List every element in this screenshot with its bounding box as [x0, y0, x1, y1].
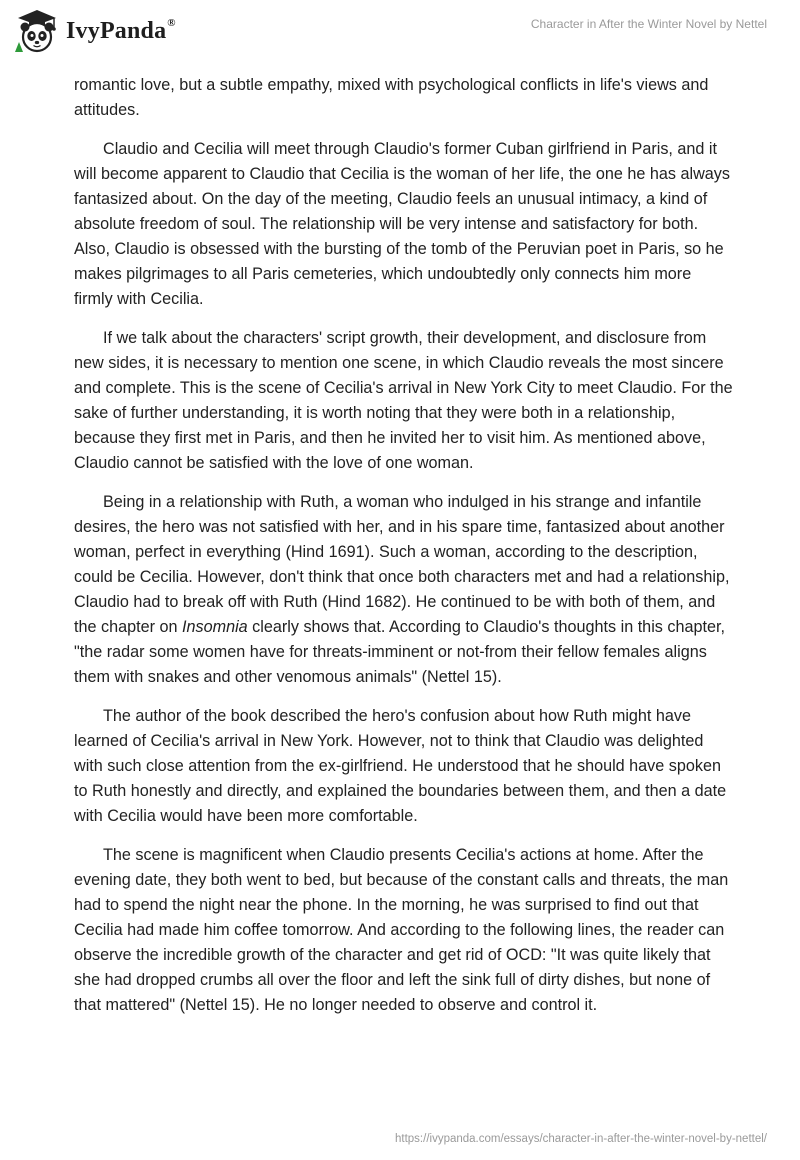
page-header — [0, 0, 800, 72]
registered-mark: ® — [167, 16, 176, 29]
brand-name: IvyPanda® — [66, 16, 176, 44]
paragraph — [74, 490, 734, 690]
chapter-title-emphasis: Insomnia — [182, 618, 248, 636]
paragraph-text: clearly shows that. According to Claudio's thoughts in this chapter, "the radar some women have for threats-imminent or not-from their fellow females aligns them with snakes and other venomous animals" (Nettel 15). — [74, 618, 725, 686]
paragraph: romantic love, but a subtle empathy, mixed with psychological conflicts in life's views and attitudes. — [74, 76, 709, 119]
paragraph: The author of the book described the hero's confusion about how Ruth might have learned of Cecilia's arrival in New York. However, not to think that Claudio was delighted with such close attention from the ex-girlfriend. He understood that he should have spoken to Ruth honestly and directly, and explained the boundaries between them, and then a date with Cecilia would have been more comfortable. — [74, 707, 727, 825]
brand-logo[interactable] — [14, 8, 176, 54]
paragraph-text: Being in a relationship with Ruth, a woman who indulged in his strange and infantile desires, the hero was not satisfied with her, and in his spare time, fantasized about another woman, perfect in everything (Hind 1691). Such a woman, according to the description, could be Cecilia. However, don't think that once both characters met and had a relationship, Claudio had to break off with Ruth (Hind 1682). He continued to be with both of them, and the chapter on — [74, 493, 730, 636]
document-title: Character in After the Winter Novel by Nettel — [530, 17, 767, 31]
source-url-link[interactable]: https://ivypanda.com/essays/character-in-after-the-winter-novel-by-nettel/ — [395, 1133, 767, 1145]
paragraph: Claudio and Cecilia will meet through Claudio's former Cuban girlfriend in Paris, and it will become apparent to Claudio that Cecilia is the woman of her life, the one he has always fantasized about. On the day of the meeting, Claudio feels an unusual intimacy, a kind of absolute freedom of soul. The relationship will be very intense and satisfactory for both. Also, Claudio is obsessed with the bursting of the tomb of the Peruvian poet in Paris, so he makes pilgrimages to all Paris cemeteries, which undoubtedly only connects him more firmly with Cecilia. — [74, 140, 730, 308]
essay-body — [74, 73, 734, 1032]
panda-graduate-icon — [14, 8, 60, 54]
paragraph: The scene is magnificent when Claudio presents Cecilia's actions at home. After the evening date, they both went to bed, but because of the constant calls and threats, the man had to spend the night near the phone. In the morning, he was surprised to find out that Cecilia had made him coffee tomorrow. And according to the following lines, the reader can observe the incredible growth of the character and get rid of OCD: "It was quite likely that she had dropped crumbs all over the floor and left the sink full of dirty dishes, but none of that mattered" (Nettel 15). He no longer needed to observe and control it. — [74, 846, 729, 1014]
paragraph: If we talk about the characters' script growth, their development, and disclosure from new sides, it is necessary to mention one scene, in which Claudio reveals the most sincere and complete. This is the scene of Cecilia's arrival in New York City to meet Claudio. For the sake of further understanding, it is worth noting that they were both in a relationship, because they first met in Paris, and then he invited her to visit him. As mentioned above, Claudio cannot be satisfied with the love of one woman. — [74, 329, 733, 472]
